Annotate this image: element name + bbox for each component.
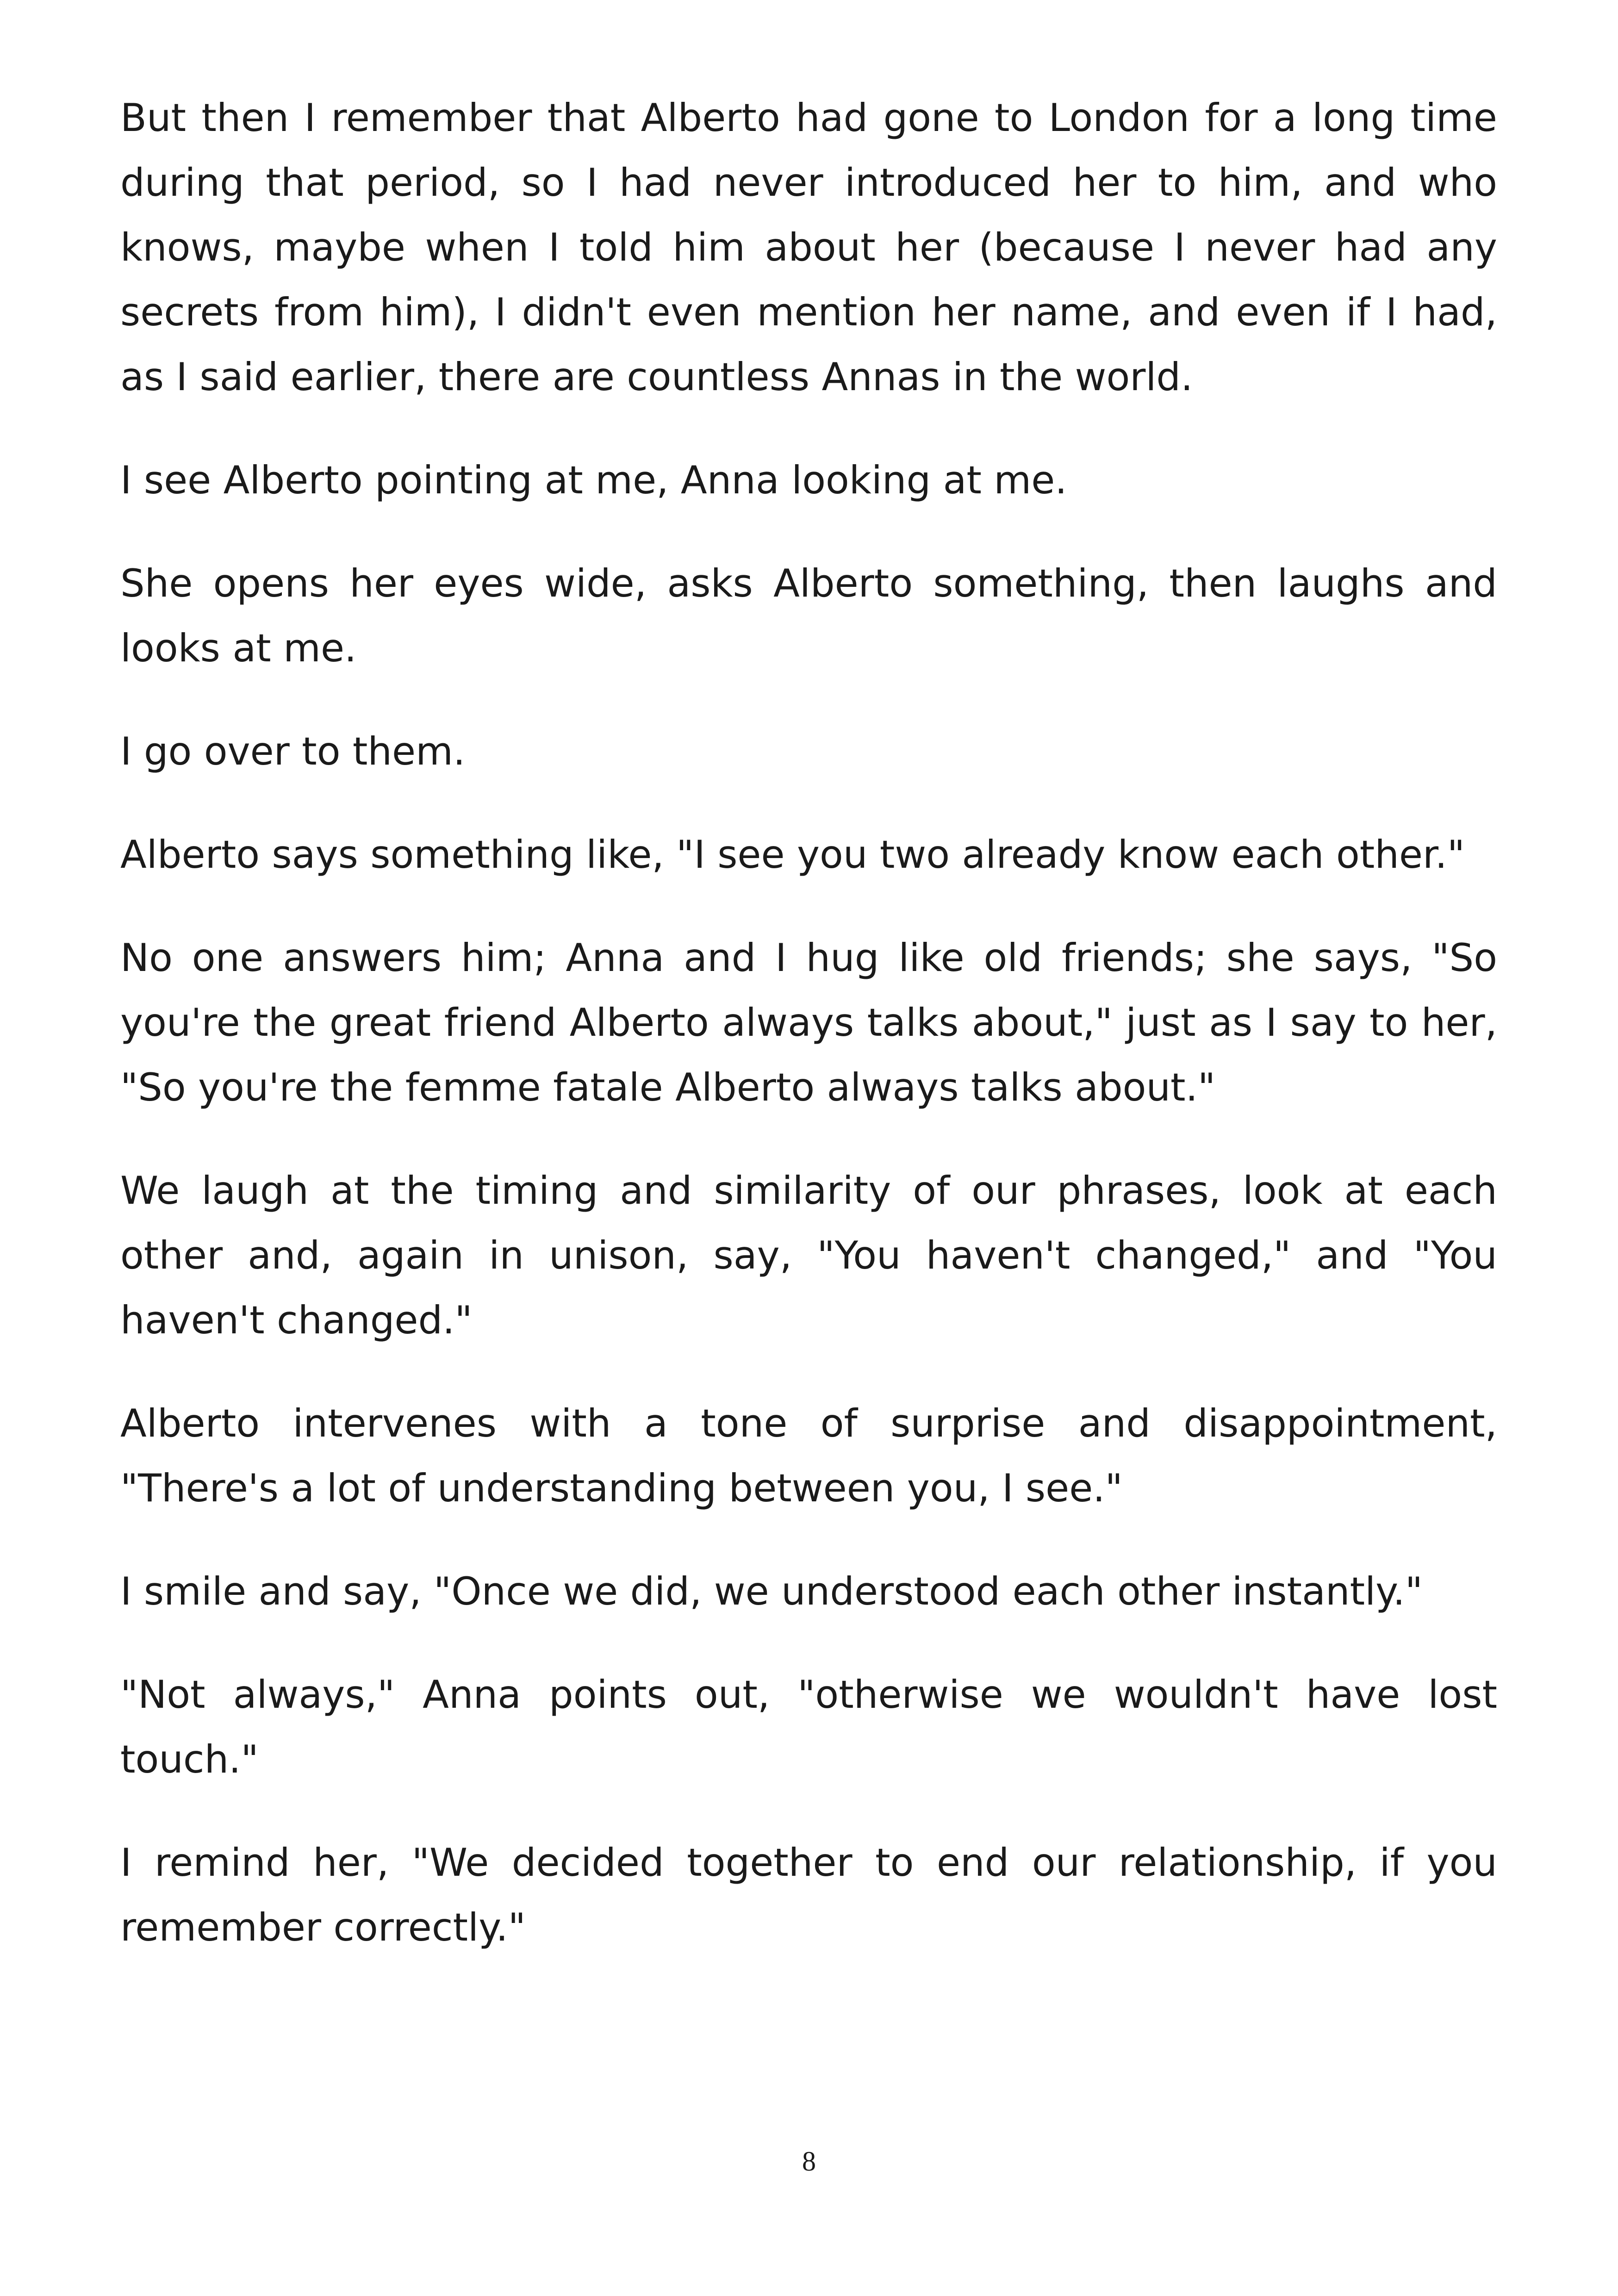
- paragraph-8: Alberto intervenes with a tone of surprise and disappointment, "There's a lot of understanding between you, I see.": [120, 1401, 1497, 1511]
- paragraph-9: I smile and say, "Once we did, we understood each other instantly.": [120, 1569, 1423, 1614]
- body-text: [120, 86, 1497, 1998]
- paragraph-1: But then I remember that Alberto had gone to London for a long time during that period, so I had never introduced her to him, and who knows, maybe when I told him about her (because I never had any secrets from him), I didn't even mention her name, and even if I had, as I said earlier, there are countless Annas in the world.: [120, 95, 1497, 399]
- paragraph-6: No one answers him; Anna and I hug like old friends; she says, "So you're the great friend Alberto always talks about," just as I say to her, "So you're the femme fatale Alberto always talks about.": [120, 935, 1497, 1110]
- paragraph-11: I remind her, "We decided together to end our relationship, if you remember correctly.": [120, 1840, 1497, 1950]
- paragraph-10: "Not always," Anna points out, "otherwise we wouldn't have lost touch.": [120, 1672, 1497, 1782]
- paragraph-2: I see Alberto pointing at me, Anna looking at me.: [120, 458, 1067, 503]
- page-number: 8: [802, 2146, 816, 2177]
- paragraph-7: We laugh at the timing and similarity of our phrases, look at each other and, again in unison, say, "You haven't changed," and "You haven't changed.": [120, 1168, 1497, 1343]
- paragraph-3: She opens her eyes wide, asks Alberto something, then laughs and looks at me.: [120, 561, 1497, 671]
- paragraph-5: Alberto says something like, "I see you two already know each other.": [120, 832, 1465, 877]
- paragraph-4: I go over to them.: [120, 729, 466, 774]
